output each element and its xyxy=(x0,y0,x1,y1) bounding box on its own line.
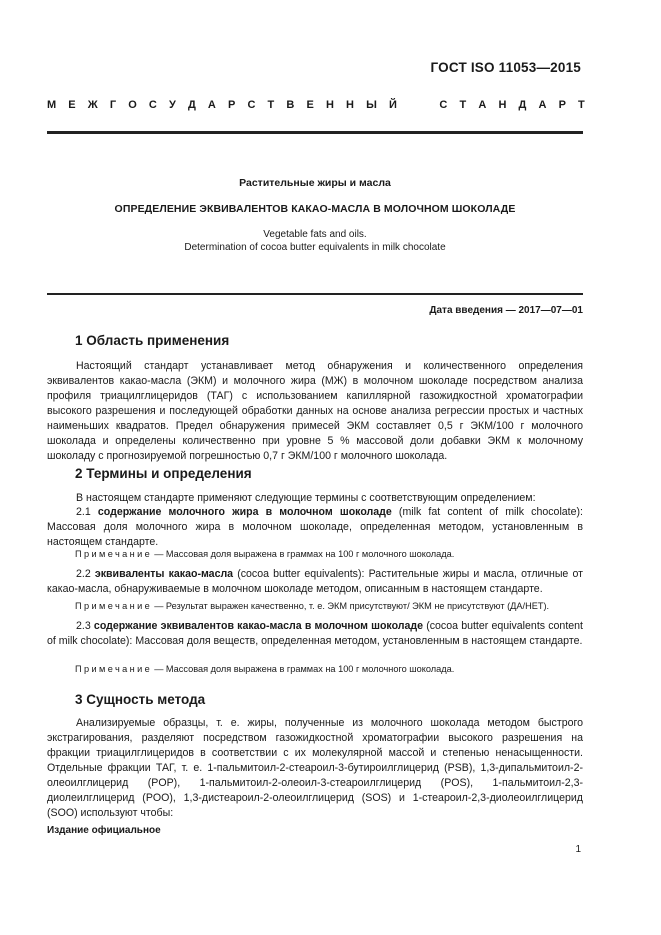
banner-letter: С xyxy=(247,99,256,111)
term-number: 2.3 xyxy=(76,620,91,632)
section-1-text: Настоящий стандарт устанавливает метод обнаружения и количественного определения эквивалентов какао-масла (ЭКМ) и молочного жира (МЖ) в молочном шоколаде посредством анализа профиля триацилглицеридов (ТАГ) с использованием капиллярной газожидкостной хроматографии высокого разрешения и последующей обработки данных на основе анализа регрессии простых и частных наименьших квадратов. Предел обнаружения примесей ЭКМ составляет 0,5 г ЭКМ/100 г молочного шоколада и определены количественно при уровне 5 % массовой доли добавки ЭКМ к молочному шоколаду с прогнозируемой погрешностью 0,7 г ЭКМ/100 г молочного шоколада. xyxy=(47,360,583,462)
banner-letter: В xyxy=(286,99,295,111)
introduction-date: Дата введения — 2017—07—01 xyxy=(429,305,583,316)
note-text: — Массовая доля выражена в граммах на 100 г молочного шоколада. xyxy=(154,549,455,559)
term-2-1-note xyxy=(75,549,454,559)
banner-letter xyxy=(409,99,412,111)
section-2-intro-text: В настоящем стандарте применяют следующие термины с соответствующим определением: xyxy=(76,492,536,504)
banner-letter: Р xyxy=(228,99,236,111)
banner-letter: Е xyxy=(68,99,76,111)
term-definition: Растительные жиры и масла, отличные от какао-масла, обнаруживаемые в молочном шоколаде методом, описанным в настоящем стандарте. xyxy=(47,568,583,595)
term-definition: Массовая доля молочного жира в молочном шоколаде, определенная методом, установленным в настоящем стандарте. xyxy=(47,521,583,548)
banner-letter: А xyxy=(478,99,487,111)
note-prefix: Примечание xyxy=(75,664,153,674)
banner-letter: У xyxy=(168,99,176,111)
banner-letter: Н xyxy=(498,99,507,111)
banner-letter: О xyxy=(128,99,137,111)
banner-letter: Н xyxy=(346,99,354,111)
section-3-text: Анализируемые образцы, т. е. жиры, полученные из молочного шоколада методом быстрого экстрагирования, разделяют посредством газожидкостной хроматографии высокого разрешения на фракции триацилглицеридов в соответствии с их молекулярной массой и степенью ненасыщенности. Отдельные фракции ТАГ, т. е. 1-пальмитоил-2-стеароил-3-бутироилглицерид (PSB), 1,3-дипальмитоил-2-олеоилглицерид (POP), 1-пальмитоил-2-олеоил-3-стеароилглицерид (POS), 1-пальмитоил-2,3-диолеилглицерид (POO), 1,3-дистеароил-2-олеоилглицерид (SOS) и 1-стеароил-2,3-диолеоилглицерид (SOO) используют чтобы: xyxy=(47,717,583,819)
term-english: (cocoa butter equivalents): xyxy=(233,568,369,580)
section-2-heading: 2 Термины и определения xyxy=(75,466,252,481)
term-name: содержание молочного жира в молочном шоколаде xyxy=(97,506,392,518)
document-title: ОПРЕДЕЛЕНИЕ ЭКВИВАЛЕНТОВ КАКАО-МАСЛА В МОЛОЧНОМ ШОКОЛАДЕ xyxy=(114,203,516,215)
standard-code: ГОСТ ISO 11053—2015 xyxy=(430,60,581,75)
section-2-intro xyxy=(47,491,583,506)
term-2-2 xyxy=(47,567,583,597)
banner-letter: Й xyxy=(389,99,397,111)
term-number: 2.2 xyxy=(76,568,91,580)
official-edition-label: Издание официальное xyxy=(47,825,161,836)
banner-letter: Т xyxy=(459,99,467,111)
english-title-line-2: Determination of cocoa butter equivalents in milk chocolate xyxy=(184,242,446,253)
document-subtitle: Растительные жиры и масла xyxy=(239,177,391,189)
term-english: (milk fat content of milk chocolate): xyxy=(391,506,583,518)
banner-letter xyxy=(424,99,427,111)
note-prefix: Примечание xyxy=(75,549,153,559)
header-rule xyxy=(47,131,583,134)
note-text: — Массовая доля выражена в граммах на 100 г молочного шоколада. xyxy=(154,664,455,674)
banner-letter: Д xyxy=(518,99,527,111)
title-rule xyxy=(47,293,583,295)
section-3-paragraph xyxy=(47,716,583,821)
banner-letter: Т xyxy=(578,99,585,111)
term-english: (cocoa butter equivalents content of milk chocolate): xyxy=(47,620,583,647)
term-2-2-note xyxy=(75,601,549,611)
banner-letter: Ж xyxy=(87,99,98,111)
banner-letter: С xyxy=(148,99,157,111)
banner-letter: Е xyxy=(306,99,314,111)
banner-letter: Г xyxy=(109,99,117,111)
section-3-heading: 3 Сущность метода xyxy=(75,692,206,707)
banner-letter: Р xyxy=(558,99,566,111)
note-prefix: Примечание xyxy=(75,601,153,611)
banner-letter: М xyxy=(47,99,57,111)
banner-letter: Т xyxy=(267,99,275,111)
banner-letter: С xyxy=(439,99,448,111)
banner-letter: Д xyxy=(187,99,196,111)
term-2-3-note xyxy=(75,664,454,674)
section-1-heading: 1 Область применения xyxy=(75,333,230,348)
english-title-line-1: Vegetable fats and oils. xyxy=(263,229,367,240)
term-2-1 xyxy=(47,505,583,550)
banner-letter: А xyxy=(207,99,216,111)
page-number: 1 xyxy=(575,844,581,855)
interstate-standard-banner xyxy=(47,99,585,111)
term-2-3 xyxy=(47,619,583,649)
section-1-paragraph xyxy=(47,359,583,464)
term-number: 2.1 xyxy=(76,506,91,518)
banner-letter: Ы xyxy=(366,99,377,111)
term-name: содержание эквивалентов какао-масла в молочном шоколаде xyxy=(93,620,424,632)
banner-letter: Н xyxy=(325,99,334,111)
banner-letter: А xyxy=(538,99,547,111)
term-definition: Массовая доля веществ, определенная методом, установленным в настоящем стандарте. xyxy=(135,635,583,647)
note-text: — Результат выражен качественно, т. е. ЭКМ присутствуют/ ЭКМ не присутствуют (ДА/НЕТ). xyxy=(154,601,550,611)
term-name: эквиваленты какао-масла xyxy=(94,568,234,580)
